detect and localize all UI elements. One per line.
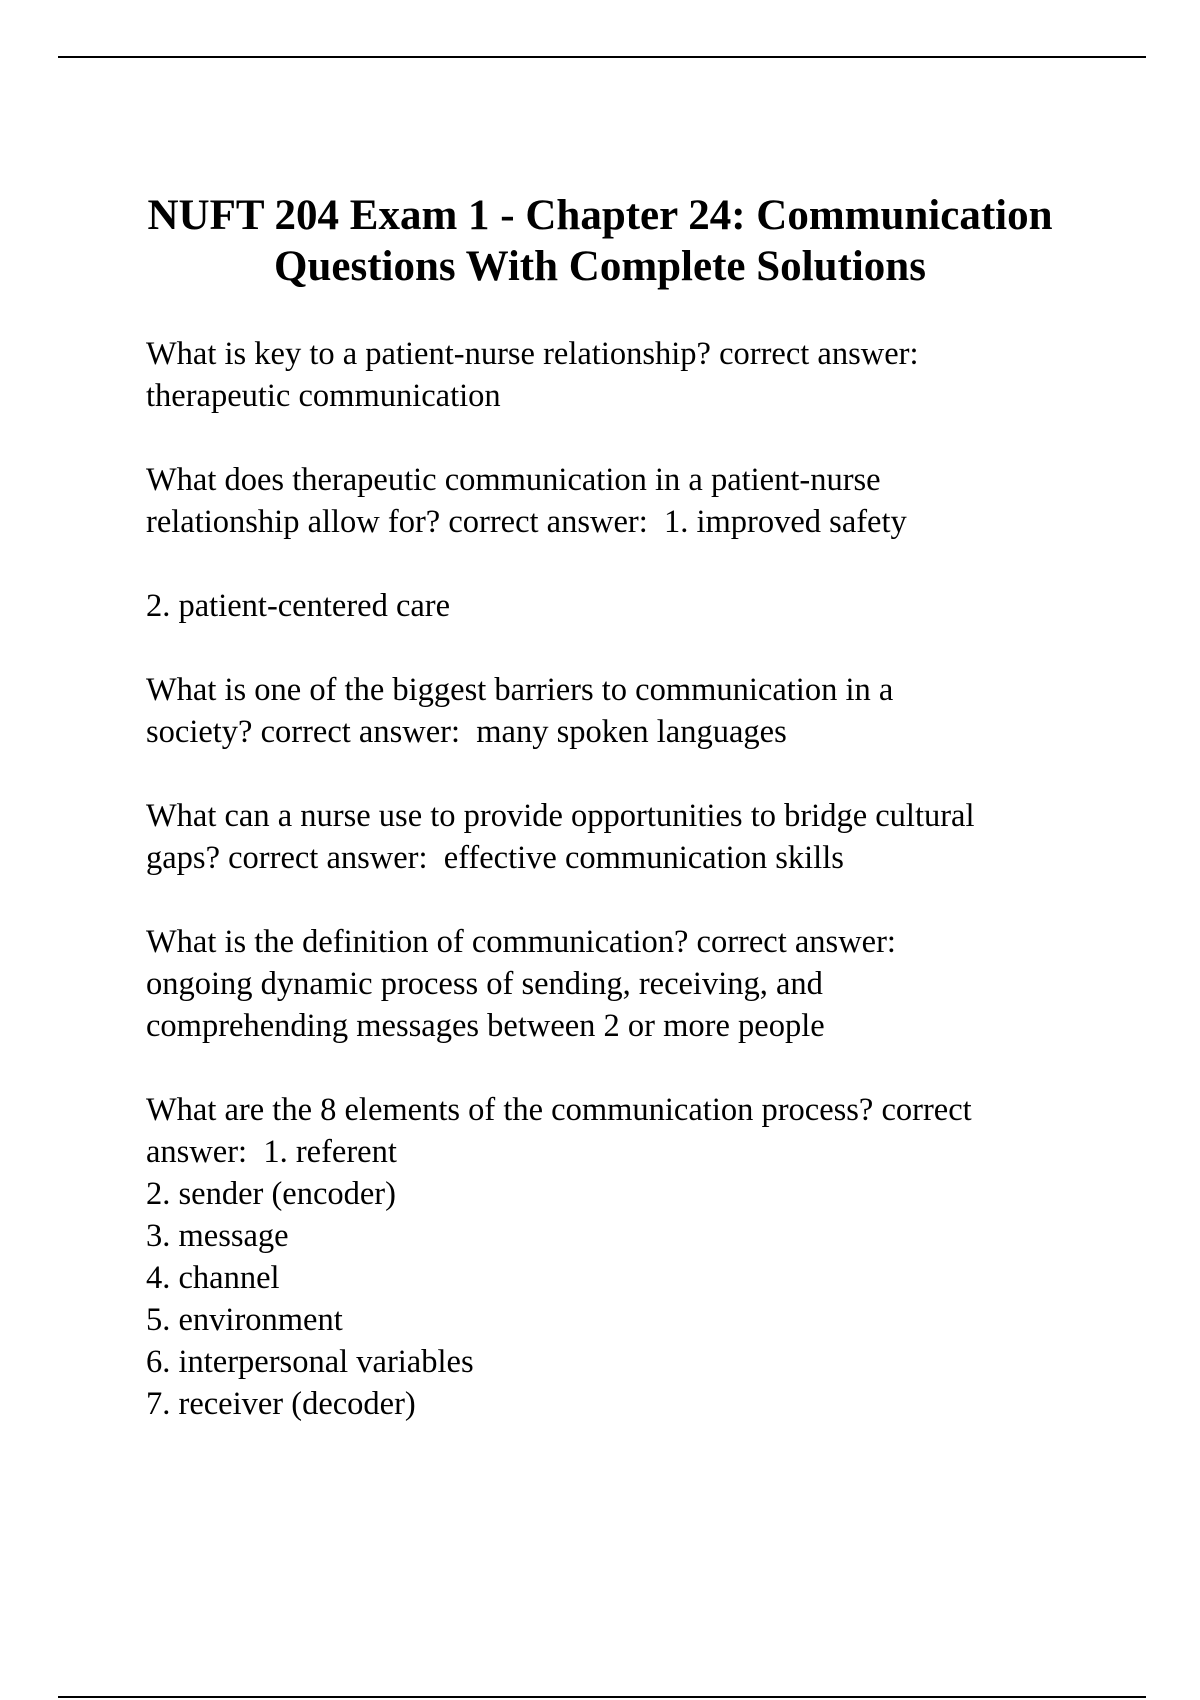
text-line: gaps? correct answer: effective communication skills: [146, 840, 844, 876]
bottom-rule: [58, 1696, 1146, 1698]
text-line: society? correct answer: many spoken languages: [146, 714, 787, 750]
text-line: What is one of the biggest barriers to communication in a: [146, 672, 894, 708]
list-item: 2. sender (encoder): [146, 1176, 396, 1212]
text-line: ongoing dynamic process of sending, receiving, and: [146, 966, 823, 1002]
elements-list: [146, 1173, 1106, 1425]
page-title: [100, 190, 1100, 292]
top-rule: [58, 56, 1146, 58]
text-line: 2. patient-centered care: [146, 588, 451, 624]
qa-block-3: [146, 585, 1106, 627]
list-item: 3. message: [146, 1218, 289, 1254]
text-line: What are the 8 elements of the communication process? correct: [146, 1092, 972, 1128]
text-line: What can a nurse use to provide opportunities to bridge cultural: [146, 798, 975, 834]
text-line: What is the definition of communication? correct answer:: [146, 924, 896, 960]
qa-block-7: [146, 1089, 1106, 1425]
text-line: therapeutic communication: [146, 378, 501, 414]
text-line: comprehending messages between 2 or more people: [146, 1008, 825, 1044]
title-line-2: Questions With Complete Solutions: [274, 243, 926, 290]
qa-block-5: [146, 795, 1106, 879]
text-line: What is key to a patient-nurse relationship? correct answer:: [146, 336, 919, 372]
text-line: What does therapeutic communication in a patient-nurse: [146, 462, 881, 498]
qa-block-6: [146, 921, 1106, 1047]
document-body: [146, 333, 1106, 1425]
list-item: 5. environment: [146, 1302, 343, 1338]
text-line: answer: 1. referent: [146, 1134, 397, 1170]
qa-block-1: [146, 333, 1106, 417]
list-item: 6. interpersonal variables: [146, 1344, 474, 1380]
title-line-1: NUFT 204 Exam 1 - Chapter 24: Communication: [147, 192, 1053, 239]
text-line: relationship allow for? correct answer: 1. improved safety: [146, 504, 907, 540]
qa-block-2: [146, 459, 1106, 543]
qa-block-4: [146, 669, 1106, 753]
list-item: 7. receiver (decoder): [146, 1386, 416, 1422]
list-item: 4. channel: [146, 1260, 280, 1296]
